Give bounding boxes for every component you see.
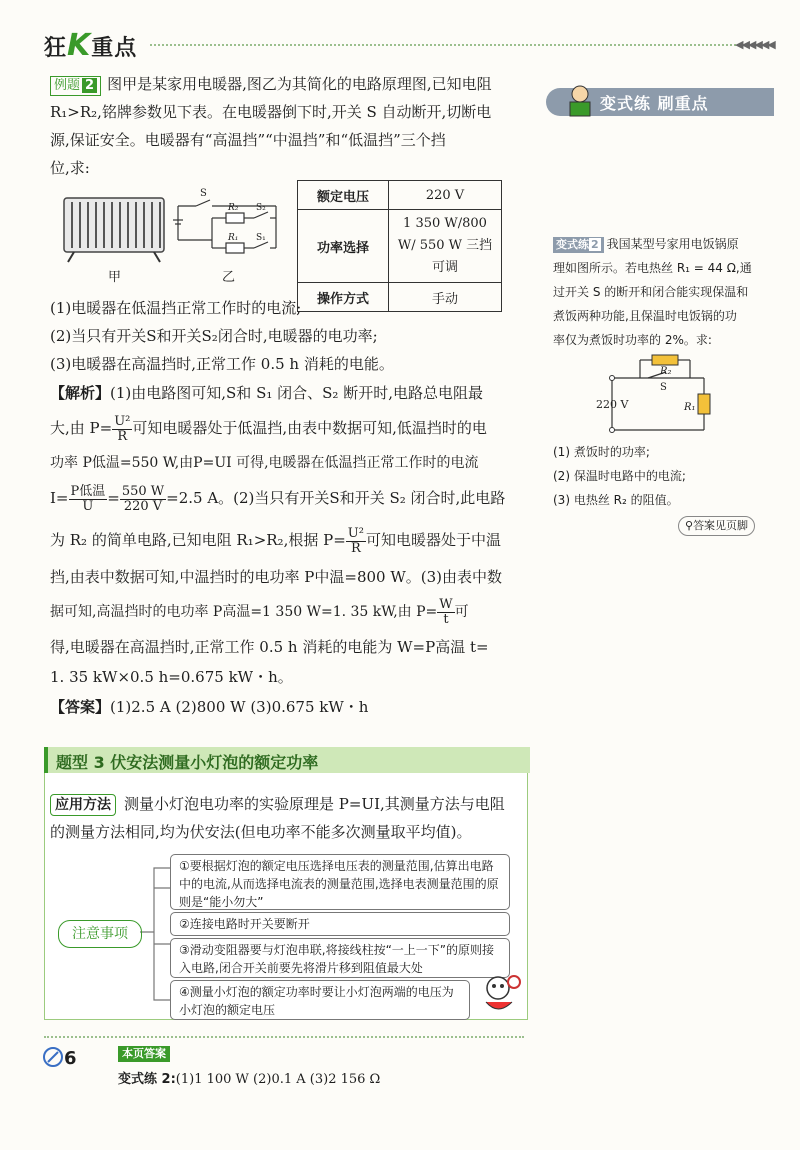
cooker-label-r1: R₁ [684, 402, 696, 413]
header-divider [150, 44, 740, 46]
section3-title: 题型 3 伏安法测量小灯泡的额定功率 [56, 753, 319, 772]
circuit-label-s1: S₁ [256, 233, 266, 243]
nameplate-table [297, 180, 502, 312]
notes-bracket [140, 860, 172, 1010]
practice-problem: 变式练 2 我国某型号家用电饭锅原 理如图所示。若电热丝 R₁ = 44 Ω,通 过开关 S 的断开和闭合能实现保温和 煮饭两种功能,且保温时电饭锅的功 率仅为煮饭时功率的 2%。求: [553, 237, 752, 347]
figure-a-label: 甲 [108, 270, 122, 285]
example-intro: 例题 2 图甲是某家用电暖器,图乙为其简化的电路原理图,已知电阻 R₁>R₂,铭牌参数见下表。在电暖器倒下时,开关 S 自动断开,切断电 源,保证安全。电暖器有“高温挡”“中温挡”和“低温挡”三个挡 位,求: [50, 75, 492, 177]
question-item: (2)当只有开关S和开关S₂闭合时,电暖器的电功率; [50, 327, 378, 345]
teacher-mascot-icon [562, 82, 598, 118]
cooker-label-r2: R₂ [660, 366, 672, 377]
table-header-cell: 操作方式 [298, 283, 389, 312]
pencil-icon [42, 1046, 64, 1068]
note-item: ②连接电路时开关要断开 [170, 912, 510, 936]
question-item: (3) 电热丝 R₂ 的阻值。 [553, 493, 679, 507]
note-item: ③滑动变阻器要与灯泡串联,将接线柱按“一上一下”的原则接入电路,闭合开关前要先将滑片移到阻值最大处 [170, 938, 510, 978]
table-value-cell: 220 V [389, 181, 502, 210]
brand-logo: 狂K重点 [44, 28, 138, 63]
answer-footer-link[interactable]: ⚲答案见页脚 [678, 516, 755, 536]
circuit-label-s: S [200, 188, 207, 199]
example-questions [50, 294, 530, 378]
formula-fraction: $\frac{550 W}{220 V}$ [121, 483, 165, 514]
table-value-cell: 1 350 W/800 W/ 550 W 三挡可调 [389, 210, 502, 283]
table-row [298, 210, 502, 283]
table-value-cell: 手动 [389, 283, 502, 312]
circuit-label-s2: S₂ [256, 203, 266, 213]
method-label: 应用方法 [50, 794, 116, 816]
header-arrows-icon: ◀◀◀◀◀◀ [735, 38, 774, 51]
formula-fraction: $\frac{\text{P低温}}{U}$ [70, 483, 106, 514]
circuit-label-r2: R₂ [228, 203, 239, 213]
page-number: 6 [64, 1048, 77, 1069]
cooker-label-s: S [660, 382, 667, 393]
question-item: (1) 煮饭时的功率; [553, 445, 650, 459]
example-tag: 例题 2 [50, 76, 101, 96]
mascot-icon [478, 972, 524, 1020]
cooker-circuit-diagram [592, 350, 722, 436]
practice-questions [553, 440, 775, 512]
key-icon: ⚲ [685, 519, 694, 532]
question-item: (1)电暖器在低温挡正常工作时的电流; [50, 299, 302, 317]
formula-fraction: $\frac{W}{t}$ [439, 596, 453, 627]
analysis-tag: 【解析】 [50, 384, 111, 402]
formula-fraction: $\frac{\text{U²}}{R}$ [347, 525, 364, 556]
table-header-cell: 功率选择 [298, 210, 389, 283]
circuit-label-r1: R₁ [228, 233, 239, 243]
sidebar-title: 变式练 刷重点 [600, 94, 709, 113]
heater-circuit-diagram [172, 188, 287, 260]
page-answer: 变式练 2:(1)1 100 W (2)0.1 A (3)2 156 Ω [118, 1072, 381, 1087]
notes-label: 注意事项 [58, 920, 142, 948]
note-item: ④测量小灯泡的额定功率时要让小灯泡两端的电压为小灯泡的额定电压 [170, 980, 470, 1020]
analysis-block: 【解析】(1)由电路图可知,S和 S₁ 闭合、S₂ 断开时,电路总电阻最 大,由 P= $\frac{\text{U²}}{R}$ 可知电暖器处于低温挡,由表中数据可知,低温挡时的电 功率 P低温=550 W,由P=UI 可得,电暖器在低温挡正常工作时的电流 I= $\frac{\text{P低温}}{U}$ = $\frac{550 W}{220 V}$ =2.5 A。(2)当只有开关S和开关 S₂ 闭合时,此电路 为 R₂ 的简单电路,已知电阻 R₁>R₂,根据 P= $\frac{\text{U²}}{R}$ 可知电暖器处于中温 挡,由表中数据可知,中温挡时的电功率 P中温=800 W。(3)由表中数 据可知,高温挡时的电功率 P高温=1 350 W=1. 35 kW,由 P= $\frac{W}{t}$ 可 得,电暖器在高温挡时,正常工作 0.5 h 消耗的电能为 W=P高温 t= 1. 35 kW×0.5 h=0.675 kW・h。 【答案】(1)2.5 A (2)800 W (3)0.675 kW・h [50, 384, 506, 716]
answer-tag: 【答案】 [50, 698, 111, 716]
page-answer-tag: 本页答案 [118, 1046, 170, 1062]
method-paragraph: 应用方法 测量小灯泡电功率的实验原理是 P=UI,其测量方法与电阻 的测量方法相同,均为伏安法(但电功率不能多次测量取平均值)。 [50, 795, 505, 841]
question-item: (3)电暖器在高温挡时,正常工作 0.5 h 消耗的电能。 [50, 355, 394, 373]
figure-b-label: 乙 [222, 270, 236, 285]
cooker-label-voltage: 220 V [596, 398, 629, 411]
formula-fraction: $\frac{\text{U²}}{R}$ [114, 413, 131, 444]
footer-divider [44, 1036, 524, 1038]
note-item: ①要根据灯泡的额定电压选择电压表的测量范围,估算出电路中的电流,从而选择电流表的测量范围,选择电表测量范围的原则是“能小勿大” [170, 854, 510, 910]
question-item: (2) 保温时电路中的电流; [553, 469, 686, 483]
example-answer: (1)2.5 A (2)800 W (3)0.675 kW・h [110, 698, 369, 716]
table-row [298, 181, 502, 210]
heater-illustration [60, 192, 170, 264]
practice-tag: 变式练 2 [553, 237, 604, 253]
table-header-cell: 额定电压 [298, 181, 389, 210]
